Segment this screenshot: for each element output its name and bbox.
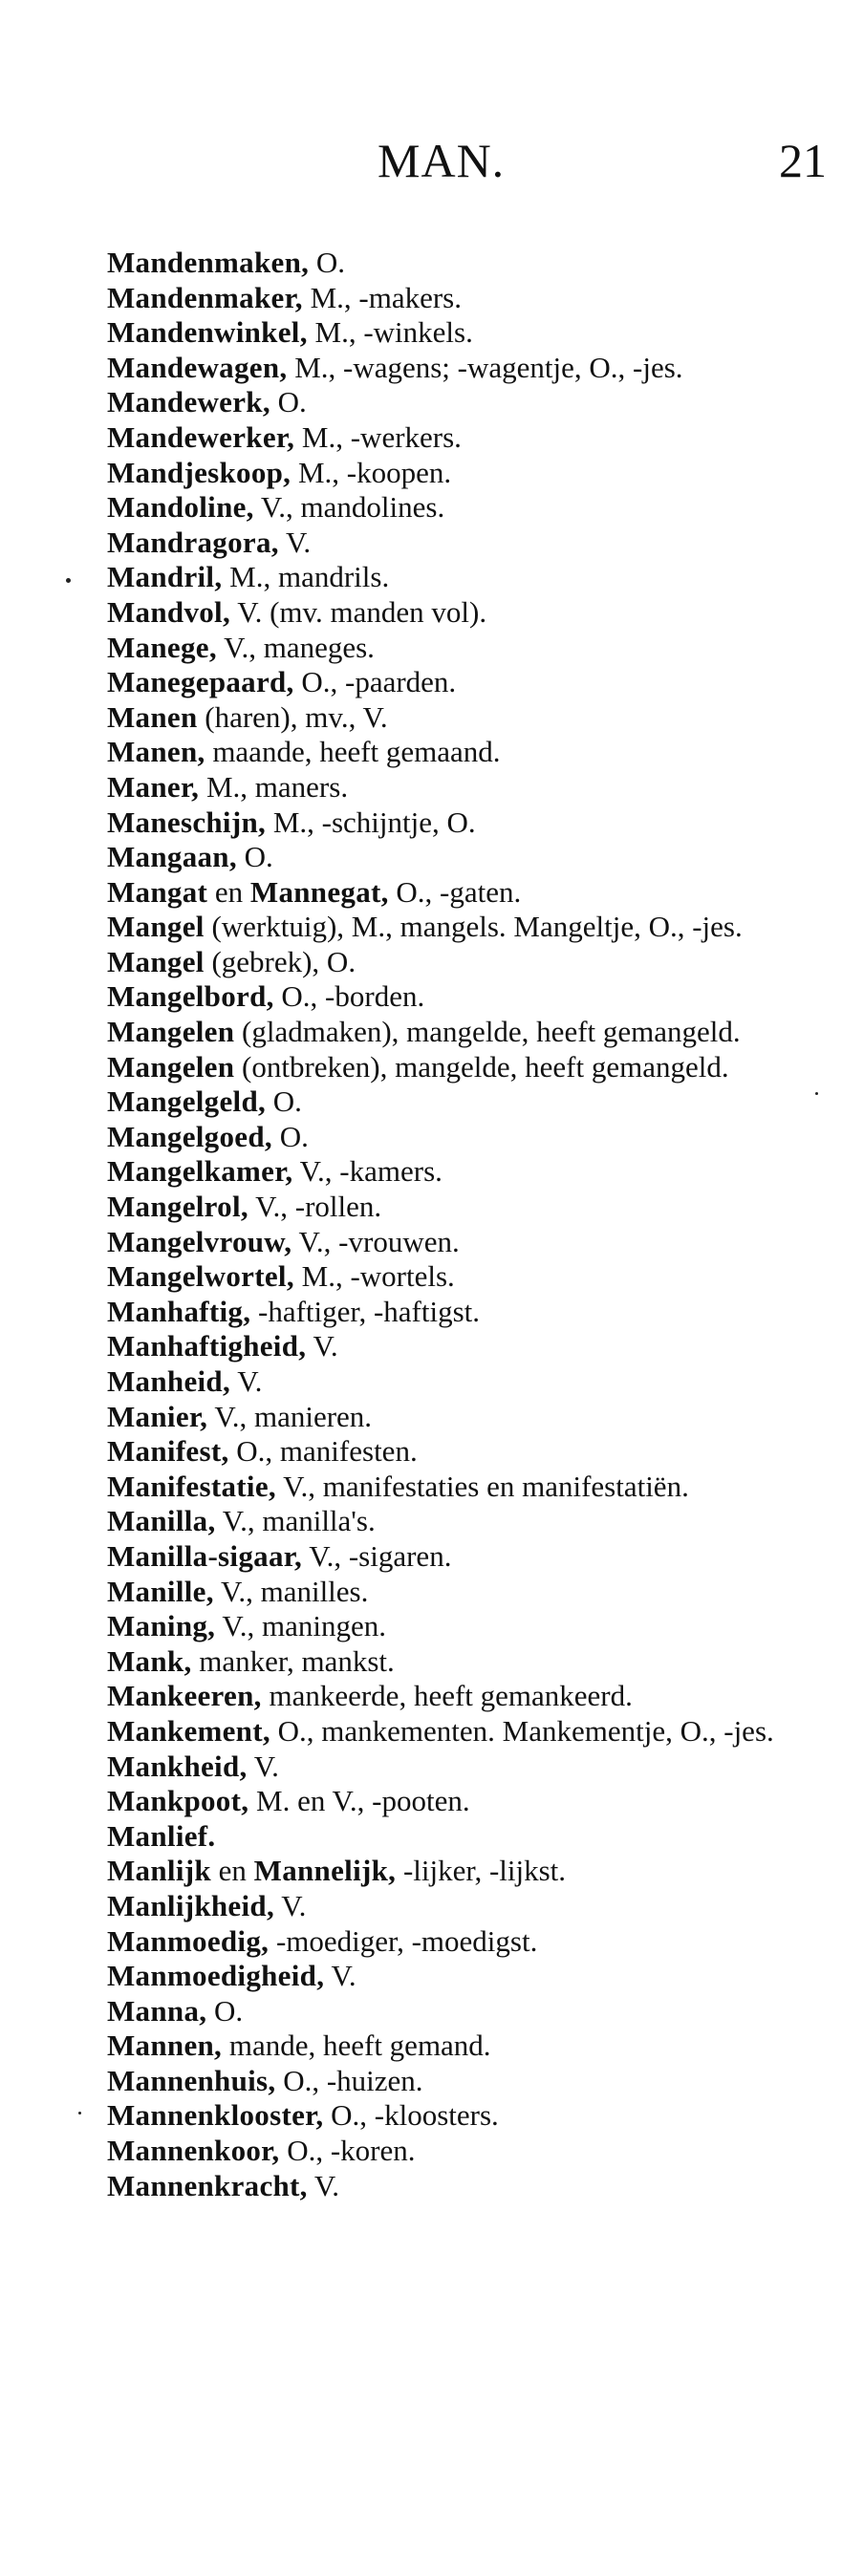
dictionary-entry — [107, 1750, 810, 1785]
entry-headword: Mandewerker, — [107, 419, 295, 454]
dictionary-entry — [107, 1400, 810, 1435]
entry-definition: V. — [307, 2168, 340, 2202]
print-speck — [66, 578, 71, 583]
entry-headword: Maneschijn, — [107, 805, 267, 839]
entry-definition: mande, heeft gemand. — [222, 2029, 491, 2063]
dictionary-entry — [107, 1434, 810, 1470]
entry-definition: V., -kamers. — [292, 1154, 443, 1189]
entry-definition: O. — [236, 840, 273, 874]
entry-definition: O. — [266, 1084, 302, 1119]
entry-definition: O., -kloosters. — [323, 2098, 499, 2133]
page-number: 21 — [779, 134, 827, 187]
entry-headword: Mandenmaker, — [107, 280, 303, 314]
dictionary-entry — [107, 2029, 810, 2064]
entry-headword: Mankement, — [107, 1713, 270, 1748]
entry-definition: (ontbreken), mangelde, heeft gemangeld. — [234, 1049, 729, 1084]
entry-definition: -moediger, -moedigst. — [269, 1923, 538, 1958]
print-speck — [815, 1092, 818, 1095]
entry-headword: Mangelkamer, — [107, 1154, 293, 1189]
dictionary-entry — [107, 595, 810, 631]
dictionary-entry — [107, 665, 810, 700]
entry-headword: Mandewagen, — [107, 350, 288, 384]
entry-headword-variant: Mannegat, — [249, 874, 389, 909]
entry-definition: en — [207, 874, 250, 909]
entry-headword: Mandenwinkel, — [107, 315, 308, 350]
dictionary-entry — [107, 945, 810, 980]
entry-headword: Manna, — [107, 1993, 207, 2028]
entry-headword: Mank, — [107, 1643, 192, 1678]
entry-headword: Manier, — [107, 1399, 208, 1433]
dictionary-entry — [107, 1504, 810, 1539]
entry-headword: Mandoline, — [107, 490, 254, 525]
entry-definition: V., mandolines. — [253, 490, 445, 525]
dictionary-entry — [107, 1679, 810, 1714]
entry-definition: O. — [309, 246, 346, 279]
dictionary-entry — [107, 351, 810, 386]
entry-headword-variant: Mannelijk, — [253, 1854, 397, 1888]
entry-headword: Mankheid, — [107, 1749, 248, 1783]
entry-headword: Manmoedig, — [107, 1923, 270, 1958]
entry-definition: M., mandrils. — [222, 560, 390, 594]
entry-definition: V. — [230, 1364, 263, 1398]
dictionary-entry — [107, 1015, 810, 1050]
dictionary-entry — [107, 1190, 810, 1225]
entry-headword: Mangat — [107, 874, 208, 909]
entry-definition: V., manilles. — [213, 1574, 369, 1608]
dictionary-entry — [107, 2064, 810, 2099]
entry-definition: (haren), mv., V. — [197, 699, 388, 734]
entry-definition: O. — [270, 385, 307, 419]
dictionary-entry — [107, 1050, 810, 1085]
entry-headword: Mannenkoor, — [107, 2134, 280, 2168]
entry-headword: Mannen, — [107, 2029, 223, 2063]
dictionary-entry — [107, 2098, 810, 2134]
dictionary-entry — [107, 420, 810, 456]
entry-definition: V. — [278, 525, 312, 559]
entry-headword: Maner, — [107, 769, 200, 804]
dictionary-entry — [107, 315, 810, 351]
entry-definition: M., maners. — [199, 769, 349, 804]
entry-definition: O., -koren. — [279, 2134, 416, 2168]
entry-definition: O., -huizen. — [275, 2063, 423, 2097]
entry-definition: O., -paarden. — [293, 665, 457, 699]
dictionary-entry — [107, 1539, 810, 1575]
dictionary-entry — [107, 1994, 810, 2029]
entry-definition: V. — [324, 1959, 356, 1993]
dictionary-entry — [107, 246, 810, 281]
entry-headword: Mangelvrouw, — [107, 1224, 292, 1258]
dictionary-entry — [107, 700, 810, 736]
entry-headword: Mangelwortel, — [107, 1259, 294, 1294]
entry-definition: manker, mankst. — [191, 1643, 395, 1678]
dictionary-entry — [107, 910, 810, 945]
entry-definition: O. — [271, 1119, 309, 1153]
entry-definition: V. — [247, 1749, 279, 1783]
entry-definition: M., -koopen. — [291, 455, 452, 489]
dictionary-entry — [107, 1924, 810, 1960]
dictionary-entry — [107, 1259, 810, 1295]
entry-definition: V., maningen. — [215, 1609, 387, 1643]
entry-headword: Mandewerk, — [107, 385, 270, 419]
entry-headword: Manifest, — [107, 1434, 229, 1469]
entry-definition: V. — [274, 1888, 307, 1922]
entry-definition: V., manilla's. — [215, 1504, 376, 1538]
entry-headword: Mangelen — [107, 1015, 235, 1049]
entry-list — [107, 246, 810, 2203]
entry-definition: O., -borden. — [273, 979, 425, 1014]
dictionary-entry — [107, 1295, 810, 1330]
entry-definition: V., manieren. — [207, 1399, 373, 1433]
dictionary-entry — [107, 385, 810, 420]
entry-headword: Manilla, — [107, 1504, 216, 1538]
entry-headword: Mannenhuis, — [107, 2063, 276, 2097]
entry-headword: Mangel — [107, 944, 205, 978]
entry-headword: Manlijk — [107, 1854, 211, 1888]
entry-headword: Manheid, — [107, 1364, 231, 1398]
entry-definition: V. (mv. manden vol). — [230, 594, 487, 629]
dictionary-entry — [107, 805, 810, 841]
entry-definition: -lijker, -lijkst. — [396, 1854, 567, 1888]
dictionary-entry — [107, 1854, 810, 1889]
entry-headword: Mangelbord, — [107, 979, 274, 1014]
entry-definition: (gebrek), O. — [204, 944, 356, 978]
dictionary-entry — [107, 560, 810, 595]
entry-headword: Manlief. — [107, 1818, 216, 1853]
entry-headword: Manifestatie, — [107, 1469, 276, 1503]
entry-definition: M., -makers. — [302, 280, 462, 314]
running-head — [0, 132, 842, 189]
entry-definition: O., manifesten. — [228, 1434, 418, 1469]
entry-headword: Manhaftig, — [107, 1294, 251, 1328]
entry-headword: Mangelgeld, — [107, 1084, 267, 1119]
dictionary-entry — [107, 735, 810, 770]
entry-headword: Maning, — [107, 1609, 216, 1643]
entry-headword: Manlijkheid, — [107, 1888, 274, 1922]
dictionary-entry — [107, 1959, 810, 1994]
entry-headword: Manille, — [107, 1574, 214, 1608]
dictionary-entry — [107, 979, 810, 1015]
entry-headword: Manege, — [107, 630, 217, 664]
dictionary-entry — [107, 281, 810, 316]
dictionary-entry — [107, 1714, 810, 1750]
entry-headword: Manmoedigheid, — [107, 1959, 325, 1993]
entry-definition: M., -werkers. — [294, 419, 462, 454]
dictionary-entry — [107, 2169, 810, 2204]
entry-definition: -haftiger, -haftigst. — [250, 1294, 481, 1328]
entry-definition: O., mankementen. Mankementje, O., -jes. — [270, 1713, 774, 1748]
entry-definition: V. — [306, 1329, 338, 1363]
entry-headword: Manhaftigheid, — [107, 1329, 307, 1363]
entry-definition: M., -wagens; -wagentje, O., -jes. — [287, 350, 683, 384]
entry-definition: V., manifestaties en manifestatiën. — [275, 1469, 689, 1503]
entry-definition: en — [210, 1854, 254, 1888]
dictionary-entry — [107, 490, 810, 526]
entry-headword: Mangelrol, — [107, 1190, 248, 1224]
dictionary-entry — [107, 526, 810, 561]
dictionary-entry — [107, 1575, 810, 1610]
dictionary-entry — [107, 1784, 810, 1819]
entry-headword: Mankeeren, — [107, 1679, 262, 1713]
entry-headword: Mandragora, — [107, 525, 279, 559]
entry-headword: Mandvol, — [107, 594, 231, 629]
dictionary-entry — [107, 1470, 810, 1505]
entry-headword: Manegepaard, — [107, 665, 294, 699]
entry-headword: Mangel — [107, 910, 205, 944]
print-speck — [78, 2112, 81, 2114]
entry-headword: Manen, — [107, 735, 205, 769]
entry-headword: Mangelgoed, — [107, 1119, 272, 1153]
dictionary-entry — [107, 1225, 810, 1260]
dictionary-entry — [107, 875, 810, 911]
entry-headword: Mandenmaken, — [107, 246, 310, 279]
entry-definition: maande, heeft gemaand. — [205, 735, 501, 769]
entry-definition: mankeerde, heeft gemankeerd. — [261, 1679, 633, 1713]
entry-headword: Mannenklooster, — [107, 2098, 324, 2133]
entry-headword: Mangelen — [107, 1049, 235, 1084]
entry-headword: Mankpoot, — [107, 1784, 249, 1818]
dictionary-entry — [107, 1364, 810, 1400]
entry-headword: Manilla-sigaar, — [107, 1538, 303, 1573]
dictionary-entry — [107, 1644, 810, 1680]
entry-definition: V., -vrouwen. — [291, 1224, 460, 1258]
entry-definition: V., maneges. — [216, 630, 375, 664]
dictionary-entry — [107, 840, 810, 875]
entry-definition: (werktuig), M., mangels. Mangeltje, O., -jes. — [204, 910, 743, 944]
entry-definition: O., -gaten. — [388, 874, 522, 909]
entry-definition: V., -rollen. — [248, 1190, 382, 1224]
entry-definition: M. en V., -pooten. — [248, 1784, 470, 1818]
entry-definition: M., -winkels. — [307, 315, 473, 350]
dictionary-entry — [107, 1329, 810, 1364]
entry-headword: Manen — [107, 699, 198, 734]
entry-headword: Mandjeskoop, — [107, 455, 291, 489]
entry-definition: O. — [206, 1993, 244, 2028]
entry-headword: Mannenkracht, — [107, 2168, 308, 2202]
entry-headword: Mangaan, — [107, 840, 237, 874]
dictionary-entry — [107, 770, 810, 805]
dictionary-entry — [107, 1609, 810, 1644]
dictionary-entry — [107, 456, 810, 491]
entry-headword: Mandril, — [107, 560, 223, 594]
dictionary-entry — [107, 631, 810, 666]
dictionary-entry — [107, 1154, 810, 1190]
dictionary-entry — [107, 1120, 810, 1155]
dictionary-entry — [107, 1819, 810, 1855]
entry-definition: V., -sigaren. — [302, 1538, 452, 1573]
entry-definition: (gladmaken), mangelde, heeft gemangeld. — [234, 1015, 741, 1049]
entry-definition: M., -schijntje, O. — [266, 805, 476, 839]
page-header-title: MAN. — [378, 134, 506, 187]
entry-definition: M., -wortels. — [293, 1259, 455, 1294]
dictionary-entry — [107, 1889, 810, 1924]
dictionary-entry — [107, 2134, 810, 2169]
dictionary-entry — [107, 1084, 810, 1120]
